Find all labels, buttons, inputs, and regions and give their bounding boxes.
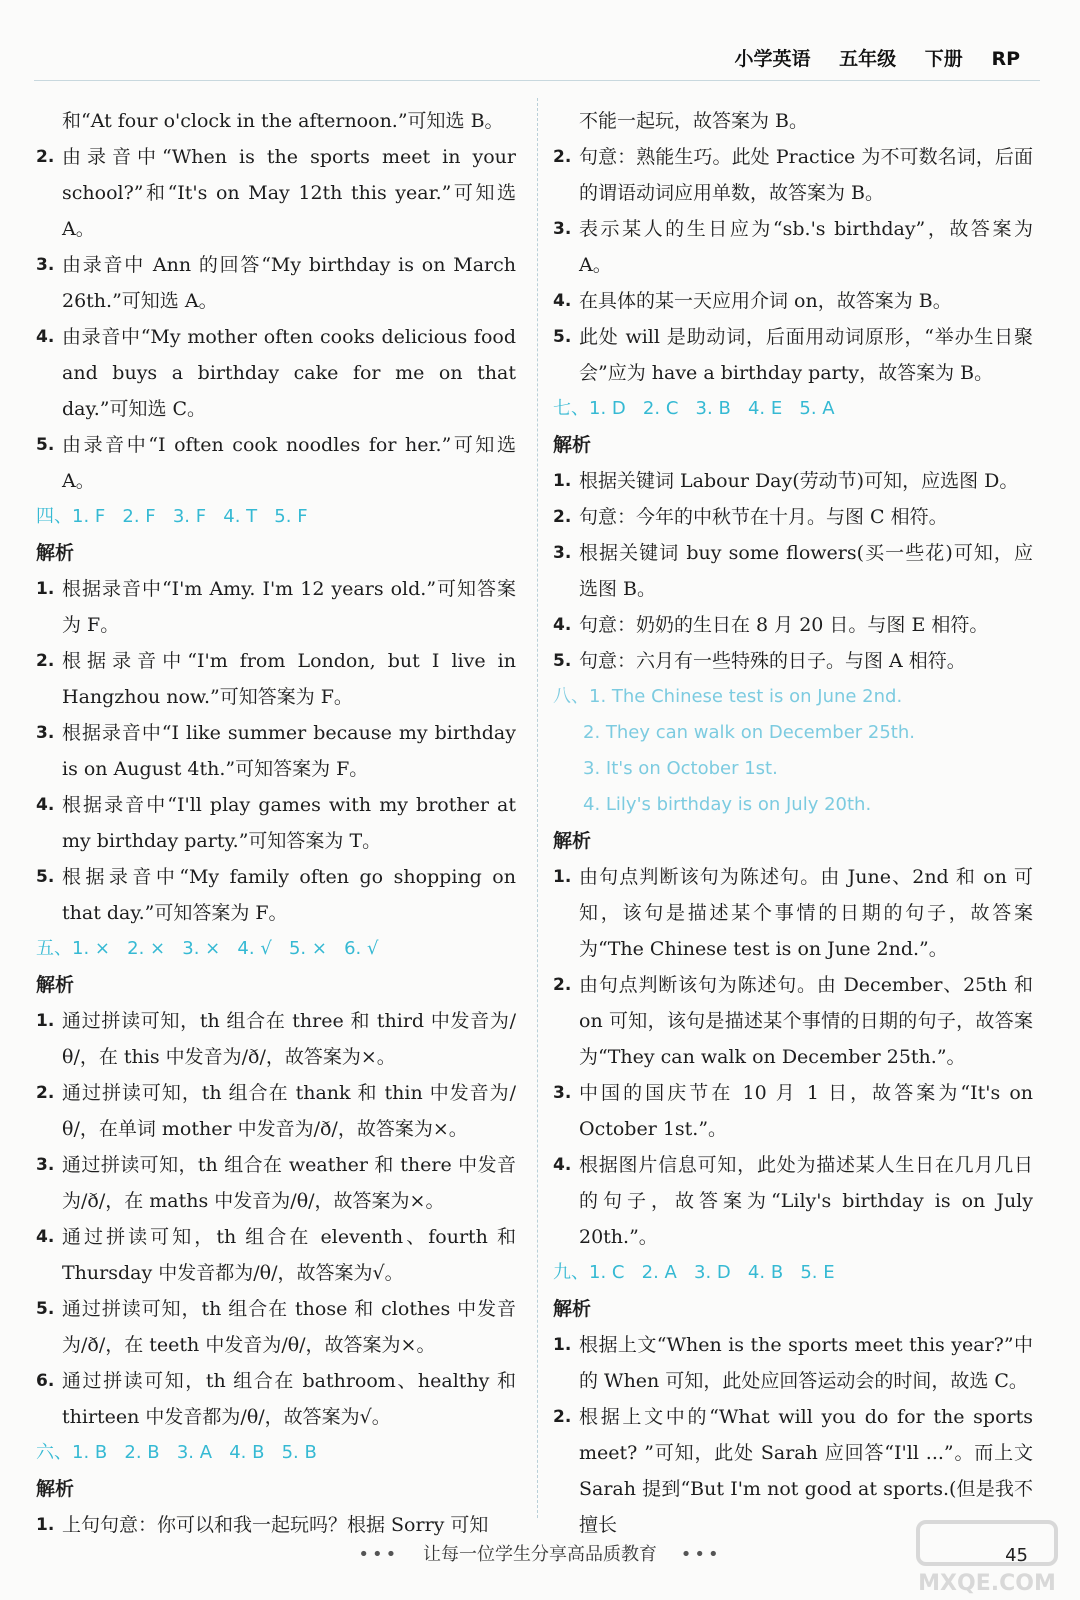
item-number: 3. xyxy=(553,1083,572,1103)
list-item xyxy=(36,787,516,859)
item-text: 此处 will 是助动词，后面用动词原形，“举办生日聚会”应为 have a birthday party，故答案为 B。 xyxy=(579,326,1033,384)
item-text: 在具体的某一天应用介词 on，故答案为 B。 xyxy=(579,290,952,312)
item-text: 句意：六月有一些特殊的日子。与图 A 相符。 xyxy=(579,650,966,672)
item-text: 通过拼读可知，th 组合在 those 和 clothes 中发音为/ð/，在 teeth 中发音为/θ/，故答案为×。 xyxy=(62,1298,516,1356)
section-8-answer: 2. They can walk on December 25th. xyxy=(583,722,915,743)
list-item xyxy=(36,1003,516,1075)
list-item xyxy=(36,1291,516,1363)
item-text: 根据图片信息可知，此处为描述某人生日在几月几日的句子，故答案为“Lily's birthday is on July 20th.”。 xyxy=(579,1154,1033,1248)
item-text: 表示某人的生日应为“sb.'s birthday”，故答案为 A。 xyxy=(579,218,1033,276)
item-text: 根据上文“When is the sports meet this year?”中的 When 可知，此处应回答运动会的时间，故选 C。 xyxy=(579,1334,1033,1392)
item-number: 3. xyxy=(553,219,572,239)
item-text: 根据录音中“I'm from London, but I live in Hangzhou now.”可知答案为 F。 xyxy=(62,650,516,708)
continuation-text: 不能一起玩，故答案为 B。 xyxy=(579,110,809,132)
section-5-analysis-label: 解析 xyxy=(36,974,75,996)
item-number: 1. xyxy=(36,1515,55,1535)
item-text: 由录音中“When is the sports meet in your school?”和“It's on May 12th this year.”可知选 A。 xyxy=(62,146,516,240)
header-volume: 下册 xyxy=(924,48,963,70)
section-7-analysis-label: 解析 xyxy=(553,434,592,456)
page-header xyxy=(713,44,1020,71)
list-item xyxy=(553,967,1033,1075)
item-text: 上句句意：你可以和我一起玩吗？根据 Sorry 可知 xyxy=(62,1514,489,1536)
item-number: 4. xyxy=(36,327,55,347)
list-item xyxy=(36,247,516,319)
item-text: 由录音中 Ann 的回答“My birthday is on March 26th.”可知选 A。 xyxy=(62,254,516,312)
item-text: 由录音中“I often cook noodles for her.”可知选 A。 xyxy=(62,434,516,492)
item-number: 5. xyxy=(36,867,55,887)
watermark-logo-icon xyxy=(912,1518,1062,1596)
item-number: 1. xyxy=(36,579,55,599)
section-7-answers: 七、1. D 2. C 3. B 4. E 5. A xyxy=(553,398,835,419)
item-text: 根据录音中“I'll play games with my brother at my birthday party.”可知答案为 T。 xyxy=(62,794,516,852)
watermark-text: MXQE.COM xyxy=(918,1571,1056,1596)
item-text: 根据录音中“My family often go shopping on that day.”可知答案为 F。 xyxy=(62,866,516,924)
item-number: 2. xyxy=(36,1083,55,1103)
item-number: 4. xyxy=(553,1155,572,1175)
item-number: 2. xyxy=(553,975,572,995)
item-number: 2. xyxy=(36,147,55,167)
list-item xyxy=(36,643,516,715)
footer-dots-left: ••• xyxy=(358,1544,400,1565)
section-6-analysis-label: 解析 xyxy=(36,1478,75,1500)
item-text: 由句点判断该句为陈述句。由 December、25th 和 on 可知，该句是描述某个事情的日期的句子，故答案为“They can walk on December 25th.”。 xyxy=(579,974,1033,1068)
item-text: 根据关键词 buy some flowers(买一些花)可知，应选图 B。 xyxy=(579,542,1033,600)
column-divider xyxy=(537,98,538,1518)
header-divider xyxy=(34,80,1040,81)
item-text: 根据关键词 Labour Day(劳动节)可知，应选图 D。 xyxy=(579,470,1019,492)
item-text: 通过拼读可知，th 组合在 weather 和 there 中发音为/ð/，在 maths 中发音为/θ/，故答案为×。 xyxy=(62,1154,516,1212)
section-5-answers: 五、1. × 2. × 3. × 4. √ 5. × 6. √ xyxy=(36,938,379,959)
item-number: 5. xyxy=(36,1299,55,1319)
item-number: 5. xyxy=(553,651,572,671)
item-text: 通过拼读可知，th 组合在 three 和 third 中发音为/θ/，在 this 中发音为/ð/，故答案为×。 xyxy=(62,1010,516,1068)
section-8-answer: 八、1. The Chinese test is on June 2nd. xyxy=(553,686,903,707)
item-text: 句意：奶奶的生日在 8 月 20 日。与图 E 相符。 xyxy=(579,614,989,636)
header-edition: RP xyxy=(991,48,1020,70)
header-subject: 小学英语 xyxy=(734,48,811,70)
footer-slogan: 让每一位学生分享高品质教育 xyxy=(423,1544,657,1565)
item-text: 中国的国庆节在 10 月 1 日，故答案为“It's on October 1st.”。 xyxy=(579,1082,1033,1140)
section-8-analysis-label: 解析 xyxy=(553,830,592,852)
section-4-analysis-label: 解析 xyxy=(36,542,75,564)
item-number: 2. xyxy=(553,1407,572,1427)
left-column xyxy=(36,103,516,1543)
list-item xyxy=(36,1147,516,1219)
item-number: 1. xyxy=(553,1335,572,1355)
right-column xyxy=(553,103,1033,1543)
header-grade: 五年级 xyxy=(839,48,897,70)
list-item xyxy=(36,571,516,643)
list-item xyxy=(553,283,1033,319)
item-number: 5. xyxy=(36,435,55,455)
list-item xyxy=(36,715,516,787)
item-number: 1. xyxy=(553,867,572,887)
list-item xyxy=(36,1507,516,1543)
item-number: 4. xyxy=(553,291,572,311)
item-number: 1. xyxy=(36,1011,55,1031)
item-number: 2. xyxy=(553,507,572,527)
list-item xyxy=(553,139,1033,211)
list-item xyxy=(553,1147,1033,1255)
list-item xyxy=(36,859,516,931)
list-item xyxy=(553,859,1033,967)
list-item xyxy=(553,1075,1033,1147)
page-number: 45 xyxy=(1005,1545,1028,1566)
item-number: 3. xyxy=(36,723,55,743)
item-number: 4. xyxy=(553,615,572,635)
item-text: 根据上文中的“What will you do for the sports meet? ”可知，此处 Sarah 应回答“I'll ...”。而上文 Sarah 提到“But I'm not good at sports.(但是我不擅长 xyxy=(579,1406,1033,1536)
list-item xyxy=(553,643,1033,679)
section-6-answers: 六、1. B 2. B 3. A 4. B 5. B xyxy=(36,1442,317,1463)
list-item xyxy=(553,535,1033,607)
list-item xyxy=(36,427,516,499)
list-item xyxy=(36,1363,516,1435)
section-8-answer: 4. Lily's birthday is on July 20th. xyxy=(583,794,872,815)
item-number: 3. xyxy=(36,1155,55,1175)
list-item xyxy=(553,319,1033,391)
item-number: 3. xyxy=(36,255,55,275)
item-number: 1. xyxy=(553,471,572,491)
item-text: 通过拼读可知，th 组合在 thank 和 thin 中发音为/θ/，在单词 mother 中发音为/ð/，故答案为×。 xyxy=(62,1082,516,1140)
item-number: 5. xyxy=(553,327,572,347)
footer-dots-right: ••• xyxy=(680,1544,722,1565)
item-number: 2. xyxy=(36,651,55,671)
item-number: 2. xyxy=(553,147,572,167)
section-9-analysis-label: 解析 xyxy=(553,1298,592,1320)
item-text: 通过拼读可知，th 组合在 eleventh、fourth 和 Thursday 中发音都为/θ/，故答案为√。 xyxy=(62,1226,516,1284)
item-number: 3. xyxy=(553,543,572,563)
section-8-answer: 3. It's on October 1st. xyxy=(583,758,778,779)
list-item xyxy=(553,211,1033,283)
item-number: 6. xyxy=(36,1371,55,1391)
item-text: 句意：今年的中秋节在十月。与图 C 相符。 xyxy=(579,506,948,528)
list-item xyxy=(553,463,1033,499)
list-item xyxy=(36,139,516,247)
list-item xyxy=(36,1075,516,1147)
item-text: 根据录音中“I like summer because my birthday is on August 4th.”可知答案为 F。 xyxy=(62,722,516,780)
item-text: 根据录音中“I'm Amy. I'm 12 years old.”可知答案为 F。 xyxy=(62,578,516,636)
item-number: 4. xyxy=(36,795,55,815)
section-4-answers: 四、1. F 2. F 3. F 4. T 5. F xyxy=(36,506,308,527)
item-number: 4. xyxy=(36,1227,55,1247)
item-text: 通过拼读可知，th 组合在 bathroom、healthy 和 thirteen 中发音都为/θ/，故答案为√。 xyxy=(62,1370,516,1428)
list-item xyxy=(553,607,1033,643)
item-text: 由句点判断该句为陈述句。由 June、2nd 和 on 可知，该句是描述某个事情的日期的句子，故答案为“The Chinese test is on June 2nd.”。 xyxy=(579,866,1033,960)
continuation-text: 和“At four o'clock in the afternoon.”可知选 B。 xyxy=(62,110,504,132)
section-9-answers: 九、1. C 2. A 3. D 4. B 5. E xyxy=(553,1262,835,1283)
list-item xyxy=(36,1219,516,1291)
item-text: 由录音中“My mother often cooks delicious food and buys a birthday cake for me on that day.”可知选 C。 xyxy=(62,326,516,420)
list-item xyxy=(553,1327,1033,1399)
list-item xyxy=(36,319,516,427)
item-text: 句意：熟能生巧。此处 Practice 为不可数名词，后面的谓语动词应用单数，故答案为 B。 xyxy=(579,146,1033,204)
list-item xyxy=(553,499,1033,535)
